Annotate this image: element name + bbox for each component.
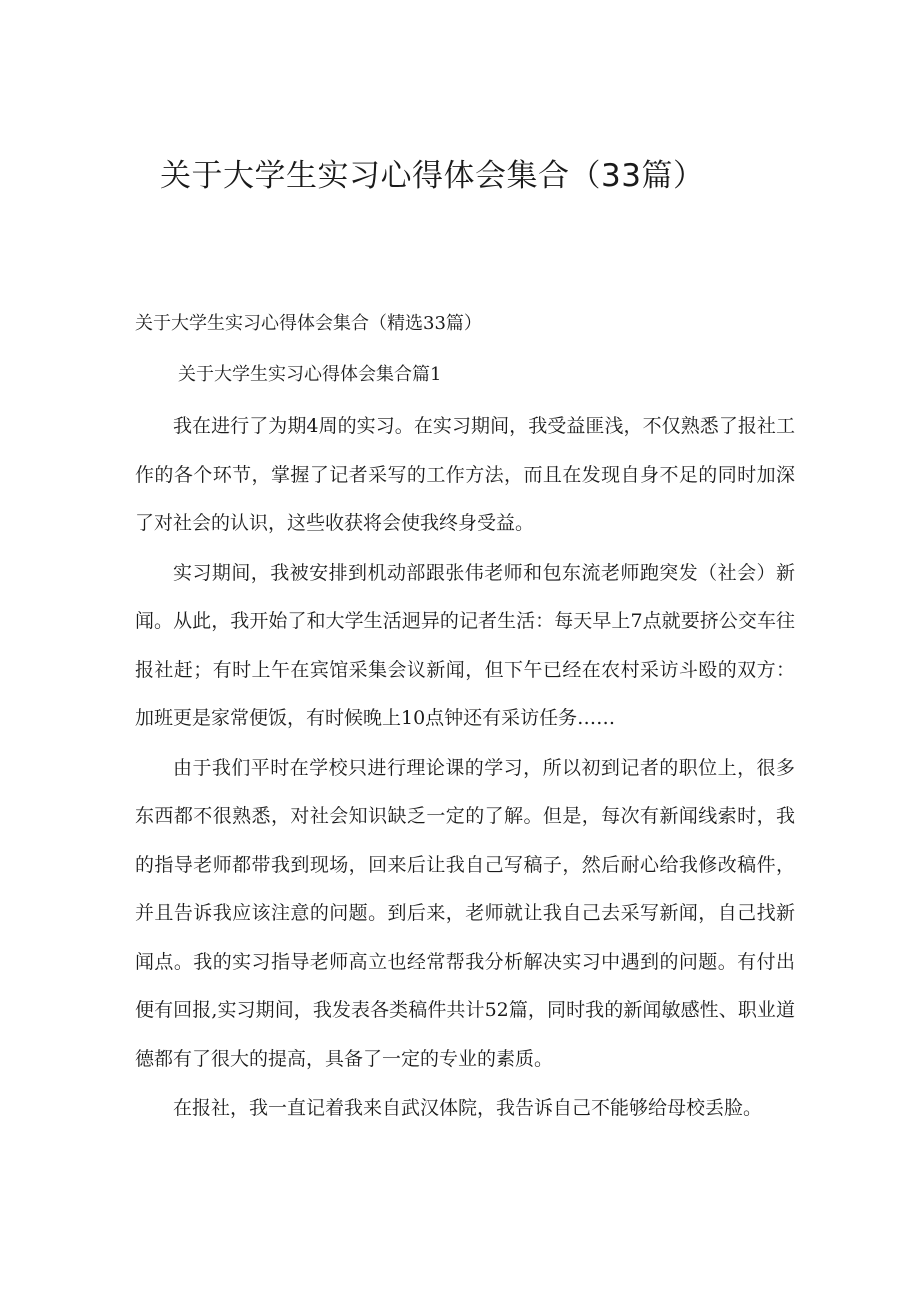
body-paragraph: 由于我们平时在学校只进行理论课的学习，所以初到记者的职位上，很多东西都不很熟悉，对社会知识缺乏一定的了解。但是，每次有新闻线索时，我的指导老师都带我到现场，回来后让我自己写稿子，然后耐心给我修改稿件，并且告诉我应该注意的问题。到后来，老师就让我自己去采写新闻，自己找新闻点。我的实习指导老师高立也经常帮我分析解决实习中遇到的问题。有付出便有回报,实习期间，我发表各类稿件共计52篇，同时我的新闻敏感性、职业道德都有了很大的提高，具备了一定的专业的素质。 (135, 756, 795, 1070)
document-subtitle: 关于大学生实习心得体会集合（精选33篇） (135, 313, 482, 334)
body-paragraph: 实习期间，我被安排到机动部跟张伟老师和包东流老师跑突发（社会）新闻。从此，我开始了和大学生活迥异的记者生活：每天早上7点就要挤公交车往报社赶；有时上午在宾馆采集会议新闻，但下午已经在农村采访斗殴的双方：加班更是家常便饭，有时候晚上10点钟还有采访任务…… (135, 561, 795, 729)
document-title: 关于大学生实习心得体会集合（33篇） (160, 158, 705, 194)
document-body (135, 402, 795, 1134)
body-paragraph: 在报社，我一直记着我来自武汉体院，我告诉自己不能够给母校丢脸。 (173, 1097, 763, 1119)
body-paragraph: 我在进行了为期4周的实习。在实习期间，我受益匪浅，不仅熟悉了报社工作的各个环节，掌握了记者采写的工作方法，而且在发现自身不足的同时加深了对社会的认识，这些收获将会使我终身受益。 (135, 415, 795, 534)
section-heading: 关于大学生实习心得体会集合篇1 (178, 364, 442, 385)
